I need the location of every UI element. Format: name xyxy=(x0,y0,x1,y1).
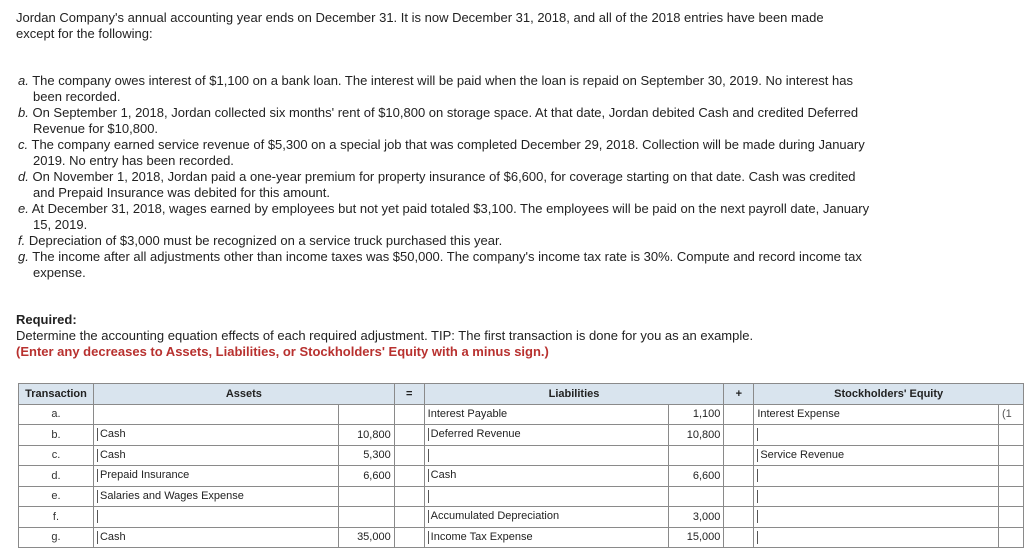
item-text: On November 1, 2018, Jordan paid a one-year premium for property insurance of $6,600, for coverage starting on that date. Cash was credited and Prepaid Insurance was debited for this amount. xyxy=(32,169,856,200)
col-header-assets: Assets xyxy=(93,384,394,405)
item-letter: g. xyxy=(18,249,29,264)
equity-amount-input[interactable] xyxy=(998,445,1023,466)
equity-account-cell[interactable] xyxy=(754,527,999,548)
transaction-label: c. xyxy=(19,445,94,466)
required-heading: Required: xyxy=(16,312,77,327)
item-text: At December 31, 2018, wages earned by employees but not yet paid totaled $3,100. The employees will be paid on the next payroll date, January 15, 2019. xyxy=(31,201,870,232)
liability-amount-input[interactable] xyxy=(669,486,724,507)
liability-amount: 1,100 xyxy=(669,404,724,425)
table-row xyxy=(19,445,1024,466)
plus-cell xyxy=(724,466,754,487)
equity-amount-input[interactable] xyxy=(998,425,1023,446)
equity-account-cell[interactable] xyxy=(754,425,999,446)
plus-cell xyxy=(724,507,754,528)
adjustment-item-e xyxy=(18,201,878,233)
liability-account-cell[interactable] xyxy=(424,507,669,528)
equity-amount-input[interactable] xyxy=(998,507,1023,528)
asset-account-cell[interactable] xyxy=(93,466,338,487)
liability-amount-input[interactable]: 15,000 xyxy=(669,527,724,548)
table-row xyxy=(19,425,1024,446)
plus-cell xyxy=(724,527,754,548)
adjustment-item-f xyxy=(18,233,878,249)
adjustment-item-d xyxy=(18,169,878,201)
adjustment-item-g xyxy=(18,249,878,281)
item-letter: c. xyxy=(18,137,29,152)
asset-account-select[interactable]: Cash xyxy=(97,449,126,462)
asset-amount-cell xyxy=(338,404,394,425)
equals-cell xyxy=(394,404,424,425)
table-header-row xyxy=(19,384,1024,405)
equity-account-select[interactable] xyxy=(757,510,763,523)
asset-account-cell[interactable] xyxy=(93,507,338,528)
asset-account-cell xyxy=(93,404,338,425)
liability-account: Interest Payable xyxy=(427,408,508,421)
equals-cell xyxy=(394,507,424,528)
required-note: (Enter any decreases to Assets, Liabilities, or Stockholders' Equity with a minus sign.) xyxy=(16,344,549,359)
equals-cell xyxy=(394,486,424,507)
required-instruction: Determine the accounting equation effects of each required adjustment. TIP: The first transaction is done for you as an example. xyxy=(16,328,754,343)
equity-amount-input[interactable] xyxy=(998,486,1023,507)
plus-cell xyxy=(724,425,754,446)
liability-account-select[interactable] xyxy=(428,490,434,503)
equals-cell xyxy=(394,466,424,487)
liability-amount-input[interactable] xyxy=(669,445,724,466)
col-header-equity: Stockholders' Equity xyxy=(754,384,1024,405)
asset-account-cell[interactable] xyxy=(93,486,338,507)
col-header-liabilities: Liabilities xyxy=(424,384,724,405)
liability-account-cell[interactable] xyxy=(424,445,669,466)
asset-account-cell[interactable] xyxy=(93,445,338,466)
asset-amount-input[interactable]: 6,600 xyxy=(338,466,394,487)
equity-amount: (1 xyxy=(998,404,1023,425)
liability-amount-input[interactable]: 10,800 xyxy=(669,425,724,446)
asset-amount-input[interactable]: 5,300 xyxy=(338,445,394,466)
asset-account-select[interactable]: Cash xyxy=(97,531,126,544)
liability-account-select[interactable]: Accumulated Depreciation xyxy=(428,510,559,523)
liability-account-select[interactable]: Cash xyxy=(428,469,457,482)
liability-account-select[interactable]: Income Tax Expense xyxy=(428,531,533,544)
equity-account-cell xyxy=(754,404,999,425)
accounting-equation-table xyxy=(18,383,1024,548)
liability-amount-input[interactable]: 3,000 xyxy=(669,507,724,528)
equity-account-select[interactable] xyxy=(757,531,763,544)
adjustment-list xyxy=(18,73,878,281)
adjustment-item-b xyxy=(18,105,878,137)
asset-amount-input[interactable] xyxy=(338,507,394,528)
transaction-label: g. xyxy=(19,527,94,548)
asset-account-select[interactable]: Salaries and Wages Expense xyxy=(97,490,244,503)
adjustment-item-a xyxy=(18,73,878,105)
item-text: The company earned service revenue of $5,300 on a special job that was completed December 29, 2018. Collection will be made during January 2019. No entry has been recorded. xyxy=(31,137,865,168)
transaction-label: d. xyxy=(19,466,94,487)
asset-account-cell[interactable] xyxy=(93,425,338,446)
item-text: Depreciation of $3,000 must be recognized on a service truck purchased this year. xyxy=(28,233,503,248)
liability-amount-input[interactable]: 6,600 xyxy=(669,466,724,487)
col-header-equals: = xyxy=(394,384,424,405)
equity-account-cell[interactable] xyxy=(754,486,999,507)
plus-cell xyxy=(724,445,754,466)
asset-account-select[interactable]: Prepaid Insurance xyxy=(97,469,189,482)
equity-account-cell[interactable] xyxy=(754,507,999,528)
col-header-transaction: Transaction xyxy=(19,384,94,405)
liability-account-cell[interactable] xyxy=(424,425,669,446)
equity-account-cell[interactable] xyxy=(754,466,999,487)
transaction-label: f. xyxy=(19,507,94,528)
item-text: On September 1, 2018, Jordan collected six months' rent of $10,800 on storage space. At that date, Jordan debited Cash and credited Deferred Revenue for $10,800. xyxy=(32,105,859,136)
equity-amount-input[interactable] xyxy=(998,466,1023,487)
liability-account-select[interactable]: Deferred Revenue xyxy=(428,428,521,441)
asset-amount-input[interactable]: 10,800 xyxy=(338,425,394,446)
transaction-label: a. xyxy=(19,404,94,425)
equity-account-select[interactable]: Service Revenue xyxy=(757,449,844,462)
liability-account-cell[interactable] xyxy=(424,486,669,507)
transaction-label: b. xyxy=(19,425,94,446)
table-row xyxy=(19,507,1024,528)
equity-account-select[interactable] xyxy=(757,469,763,482)
equity-account-select[interactable] xyxy=(757,428,763,441)
table-row xyxy=(19,466,1024,487)
equals-cell xyxy=(394,425,424,446)
item-letter: f. xyxy=(18,233,26,248)
item-letter: b. xyxy=(18,105,29,120)
asset-account-select[interactable]: Cash xyxy=(97,428,126,441)
equals-cell xyxy=(394,445,424,466)
plus-cell xyxy=(724,404,754,425)
item-text: The income after all adjustments other than income taxes was $50,000. The company's income tax rate is 30%. Compute and record income tax expense. xyxy=(32,249,862,280)
transaction-label: e. xyxy=(19,486,94,507)
equity-account: Interest Expense xyxy=(757,408,840,421)
adjustment-item-c xyxy=(18,137,878,169)
col-header-plus: + xyxy=(724,384,754,405)
required-section xyxy=(16,312,916,360)
equals-cell xyxy=(394,527,424,548)
equity-account-cell[interactable] xyxy=(754,445,999,466)
liability-account-cell[interactable] xyxy=(424,527,669,548)
asset-amount-input[interactable]: 35,000 xyxy=(338,527,394,548)
asset-amount-input[interactable] xyxy=(338,486,394,507)
liability-account-cell xyxy=(424,404,669,425)
table-row xyxy=(19,486,1024,507)
item-letter: e. xyxy=(18,201,29,216)
item-text: The company owes interest of $1,100 on a bank loan. The interest will be paid when the loan is repaid on September 30, 2019. No interest has been recorded. xyxy=(32,73,853,104)
asset-account-cell[interactable] xyxy=(93,527,338,548)
problem-intro: Jordan Company's annual accounting year ends on December 31. It is now December 31, 2018, and all of the 2018 entries have been made except for the following: xyxy=(16,10,824,41)
asset-account-select[interactable] xyxy=(97,510,103,523)
table-row xyxy=(19,527,1024,548)
equity-account-select[interactable] xyxy=(757,490,763,503)
item-letter: a. xyxy=(18,73,29,88)
table-row xyxy=(19,404,1024,425)
liability-account-cell[interactable] xyxy=(424,466,669,487)
liability-account-select[interactable] xyxy=(428,449,434,462)
equity-amount-input[interactable] xyxy=(998,527,1023,548)
plus-cell xyxy=(724,486,754,507)
item-letter: d. xyxy=(18,169,29,184)
